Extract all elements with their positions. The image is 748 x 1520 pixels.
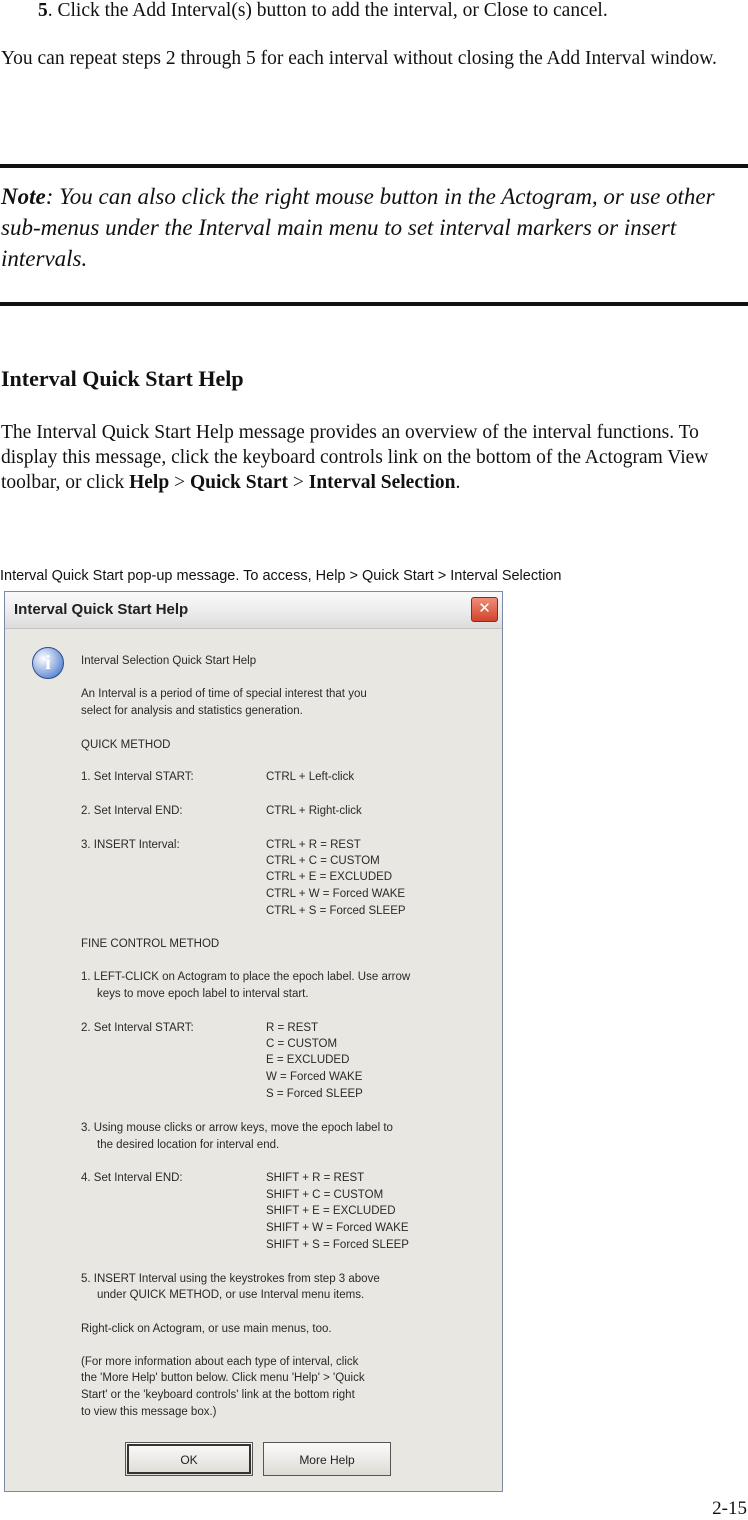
period: .	[455, 472, 461, 493]
dialog-line: CTRL + C = CUSTOM	[266, 855, 380, 867]
dialog-line: R = REST	[266, 1022, 319, 1034]
dialog-line: E = EXCLUDED	[266, 1054, 350, 1066]
dialog-line: SHIFT + R = REST	[266, 1172, 365, 1184]
dialog-line: C = CUSTOM	[266, 1038, 338, 1050]
repeat-paragraph: You can repeat steps 2 through 5 for each interval without closing the Add Interval window.	[1, 48, 717, 69]
dialog-line: SHIFT + S = Forced SLEEP	[266, 1239, 409, 1251]
step-text: . Click the Add Interval(s) button to add the interval, or Close to cancel.	[47, 0, 608, 21]
dialog-line: select for analysis and statistics generation.	[81, 705, 303, 717]
note-top-rule	[0, 164, 748, 168]
dialog-line: SHIFT + C = CUSTOM	[266, 1189, 384, 1201]
dialog-line: CTRL + W = Forced WAKE	[266, 888, 406, 900]
note	[1, 181, 746, 274]
dialog-line: 3. INSERT Interval:	[81, 839, 180, 851]
dialog-line: SHIFT + W = Forced WAKE	[266, 1222, 409, 1234]
dialog-line: QUICK METHOD	[81, 739, 171, 751]
dialog-line: keys to move epoch label to interval start.	[97, 988, 309, 1000]
step-number: 5	[38, 0, 48, 21]
close-icon[interactable]: ✕	[471, 597, 498, 622]
dialog-line: SHIFT + E = EXCLUDED	[266, 1205, 396, 1217]
dialog-line: CTRL + Right-click	[266, 805, 362, 817]
dialog-line: Start' or the 'keyboard controls' link at the bottom right	[81, 1389, 355, 1401]
dialog-line: 2. Set Interval START:	[81, 1022, 194, 1034]
dialog-line: CTRL + R = REST	[266, 839, 361, 851]
dialog-line: FINE CONTROL METHOD	[81, 938, 220, 950]
dialog-line: CTRL + S = Forced SLEEP	[266, 905, 406, 917]
dialog-line: 2. Set Interval END:	[81, 805, 183, 817]
info-icon: i	[32, 647, 64, 679]
section-paragraph	[1, 420, 741, 495]
dialog-title: Interval Quick Start Help	[14, 601, 189, 618]
dialog-line: 4. Set Interval END:	[81, 1172, 183, 1184]
dialog-line: the 'More Help' button below. Click menu 'Help' > 'Quick	[81, 1372, 365, 1384]
separator: >	[287, 472, 309, 493]
dialog-line: CTRL + Left-click	[266, 771, 355, 783]
interval-quick-start-dialog	[4, 591, 503, 1492]
ok-button[interactable]: OK	[125, 1442, 253, 1476]
section-heading: Interval Quick Start Help	[1, 366, 244, 391]
dialog-line: to view this message box.)	[81, 1406, 217, 1418]
figure-caption: Interval Quick Start pop-up message. To access, Help > Quick Start > Interval Selection	[0, 568, 562, 584]
dialog-line: 1. Set Interval START:	[81, 771, 194, 783]
dialog-line: W = Forced WAKE	[266, 1071, 363, 1083]
dialog-line: S = Forced SLEEP	[266, 1088, 363, 1100]
note-label: Note	[1, 184, 46, 209]
quick-start-ref: Quick Start	[189, 472, 288, 493]
dialog-line: the desired location for interval end.	[97, 1139, 280, 1151]
dialog-line: CTRL + E = EXCLUDED	[266, 871, 393, 883]
more-help-button[interactable]: More Help	[263, 1442, 391, 1476]
step-5	[38, 0, 608, 24]
help-menu-ref: Help	[129, 472, 170, 493]
dialog-line: Right-click on Actogram, or use main menus, too.	[81, 1323, 332, 1335]
dialog-line: 5. INSERT Interval using the keystrokes from step 3 above	[81, 1273, 380, 1285]
note-text: : You can also click the right mouse button in the Actogram, or use other sub-menus under the Interval main menu to set interval markers or insert intervals.	[1, 184, 715, 271]
dialog-line: 3. Using mouse clicks or arrow keys, move the epoch label to	[81, 1122, 393, 1134]
dialog-line: An Interval is a period of time of special interest that you	[81, 688, 367, 700]
dialog-line: 1. LEFT-CLICK on Actogram to place the epoch label. Use arrow	[81, 971, 411, 983]
page-number: 2-15	[712, 1498, 747, 1519]
dialog-line: (For more information about each type of interval, click	[81, 1356, 359, 1368]
dialog-line: under QUICK METHOD, or use Interval menu items.	[97, 1289, 365, 1301]
section-text: The Interval Quick Start Help message provides an overview of the interval functions. To display this message, click the keyboard controls link on the bottom of the Actogram View toolbar, or click	[1, 422, 709, 493]
dialog-titlebar	[5, 592, 502, 629]
dialog-line: Interval Selection Quick Start Help	[81, 655, 257, 667]
interval-selection-ref: Interval Selection	[308, 472, 456, 493]
separator: >	[169, 472, 190, 493]
note-bottom-rule	[0, 302, 748, 306]
